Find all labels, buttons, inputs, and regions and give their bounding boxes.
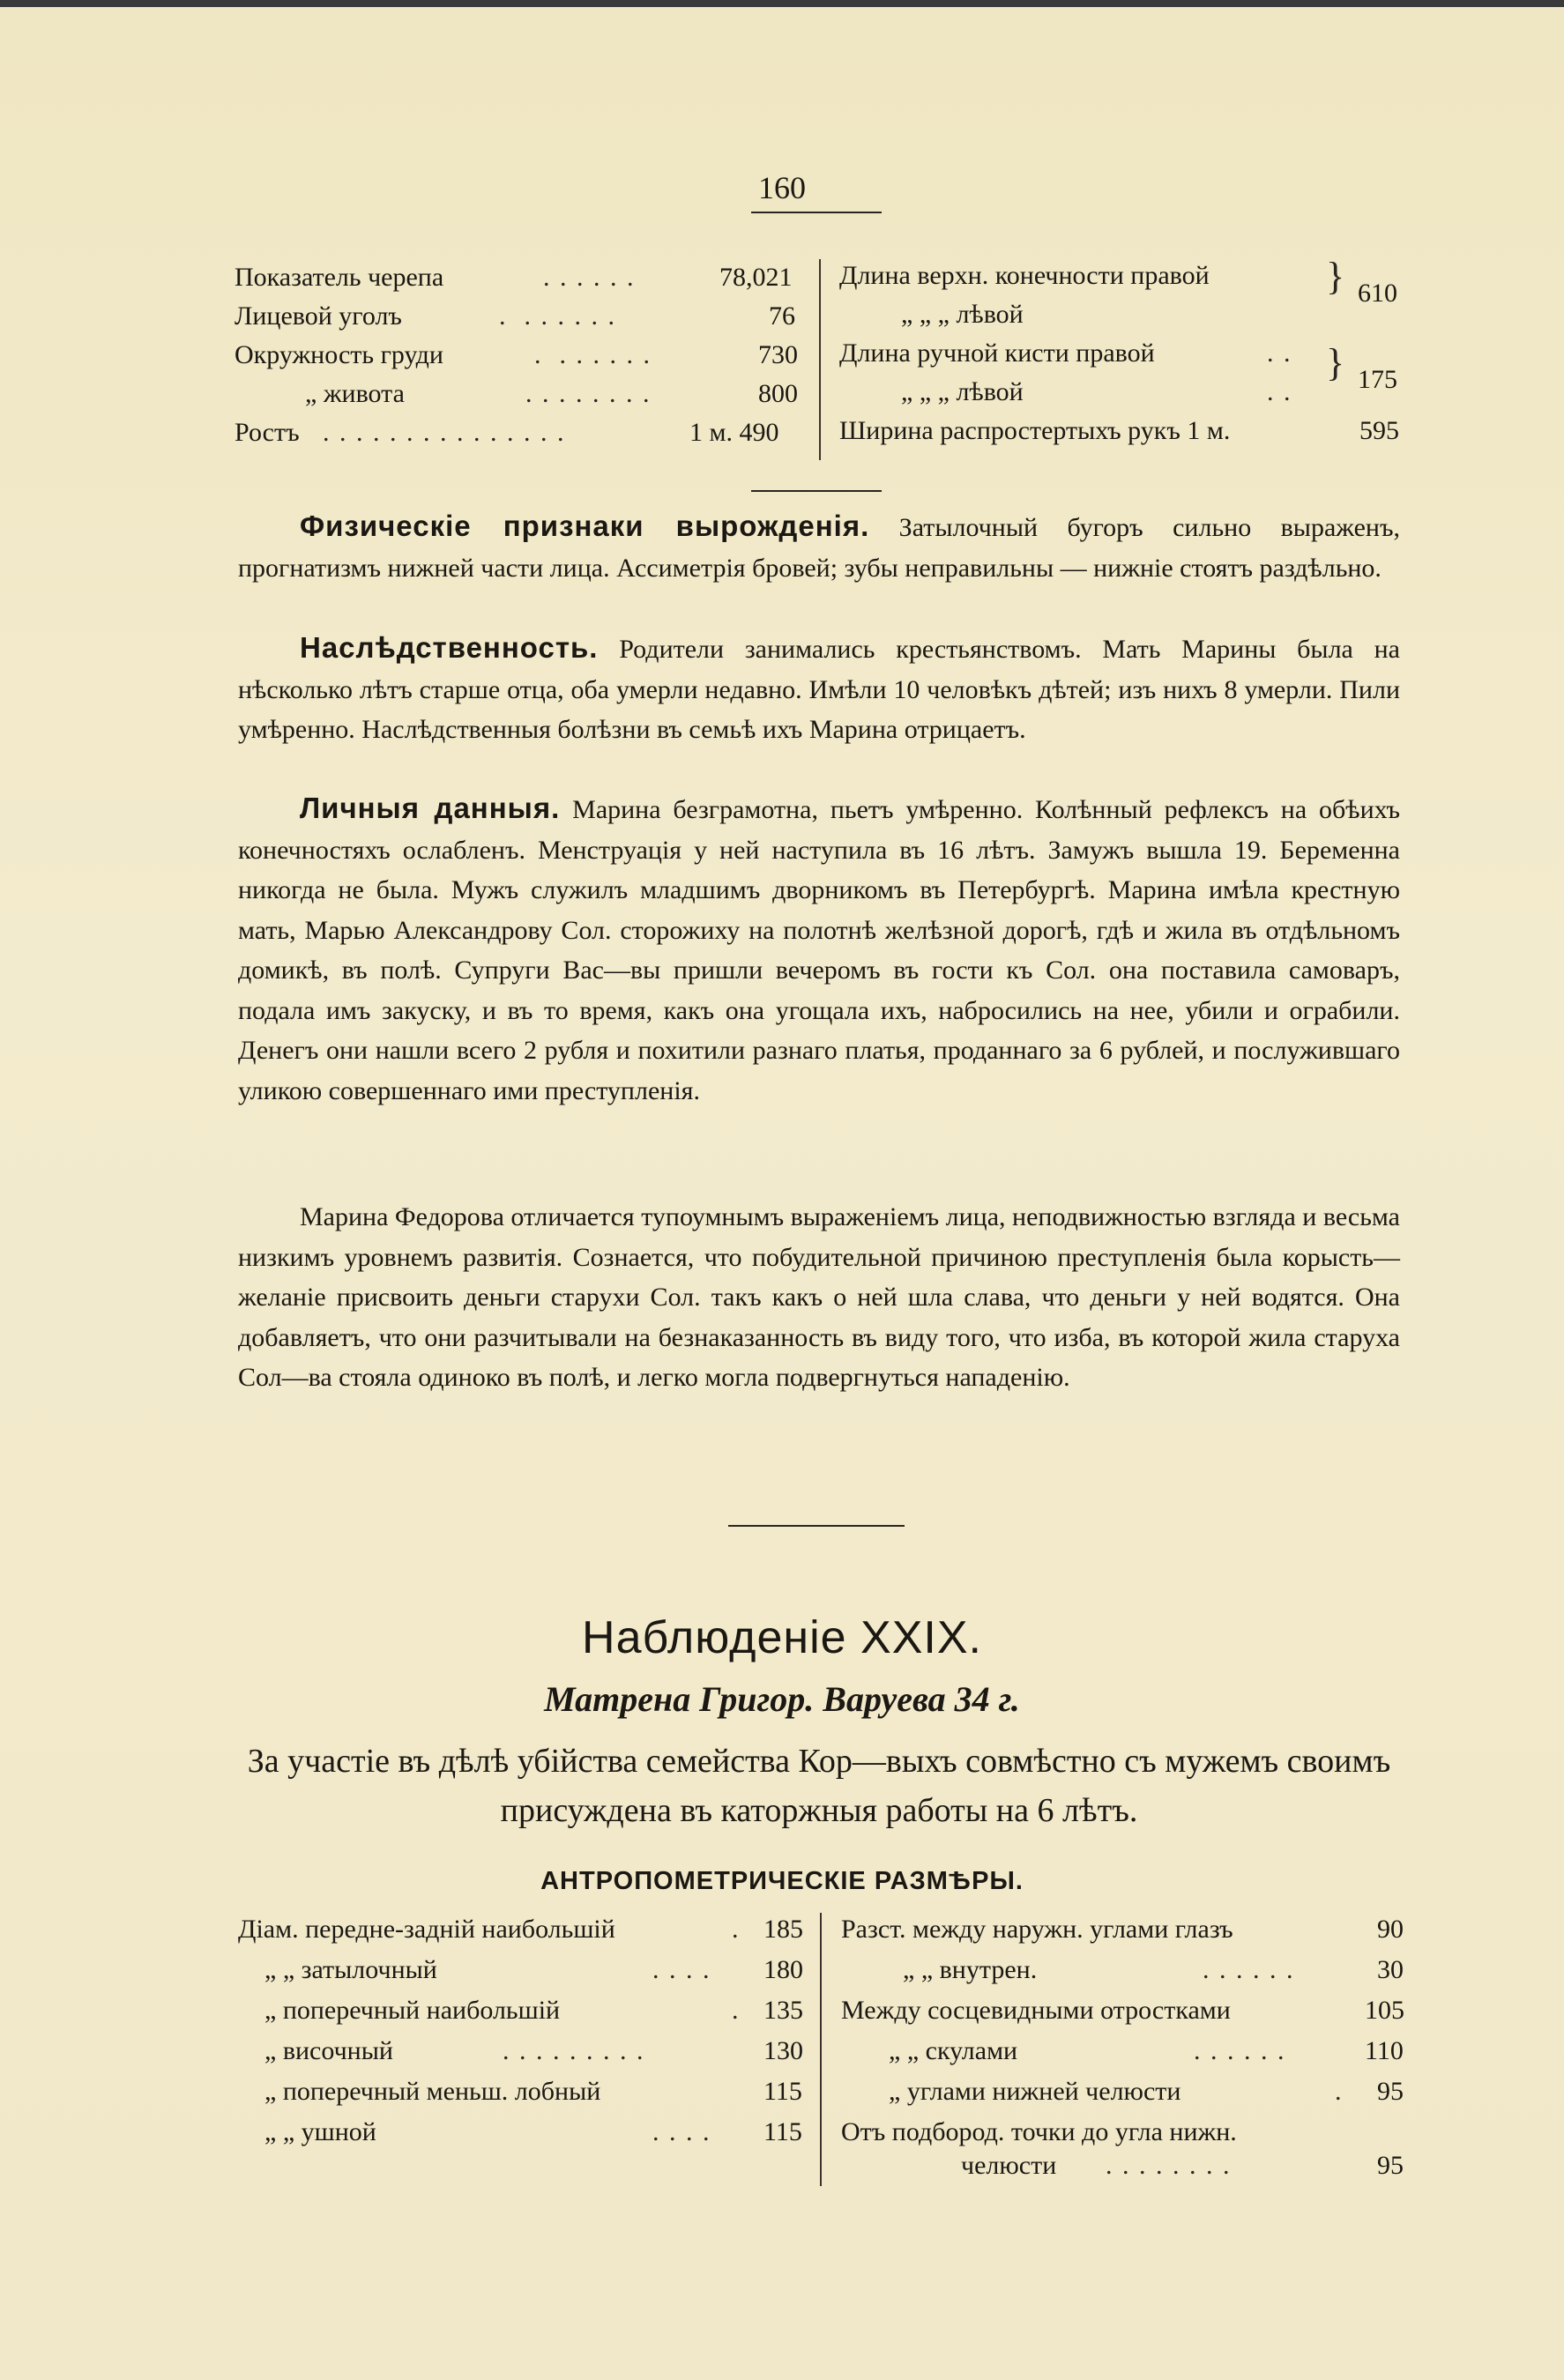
leader-dots: . . . . . . . . bbox=[1106, 2151, 1232, 2180]
measure-label: Отъ подбород. точки до угла нижн. bbox=[841, 2117, 1237, 2146]
column-divider bbox=[819, 259, 821, 460]
measure-value: 78,021 bbox=[719, 263, 793, 292]
measure-label: Показатель черепа bbox=[235, 263, 444, 292]
measure-label: Длина верхн. конечности правой bbox=[839, 261, 1210, 290]
measure-label: Діам. передне-задній наибольшій bbox=[238, 1915, 615, 1944]
measure-value: 180 bbox=[763, 1955, 803, 1984]
measure-value: 730 bbox=[758, 340, 798, 369]
leader-dots: . . bbox=[1267, 338, 1292, 368]
measure-label: „ поперечный наибольшій bbox=[264, 1996, 561, 2025]
measure-label: „ „ „ лѣвой bbox=[901, 300, 1024, 329]
measure-value: 95 bbox=[1377, 2077, 1404, 2106]
measure-value: 115 bbox=[763, 2077, 802, 2106]
measure-value: 30 bbox=[1377, 1955, 1404, 1984]
leader-dots: . . . . . . . . . bbox=[503, 2036, 645, 2065]
paragraph-personal-data bbox=[238, 788, 1400, 1111]
measure-label: Лицевой уголъ bbox=[235, 301, 402, 331]
leader-dots: . . . . bbox=[652, 1955, 711, 1984]
brace-value: 175 bbox=[1358, 365, 1397, 394]
paragraph-text: Марина Федорова отличается тупоумнымъ выраженіемъ лица, неподвижностью взгляда и весьма низкимъ уровнемъ развитія. Сознается, что побудительной причиною преступленія была корысть—желаніе присвоить деньги старухи Сол. такъ какъ о ней шла слава, что деньги у ней водятся. Она добавляетъ, что они разчитывали на безнаказанность въ виду того, что изба, въ которой жила старуха Сол—ва стояла одиноко въ полѣ, и легко могла подвергнуться нападенію. bbox=[238, 1202, 1400, 1392]
measure-label: „ „ скулами bbox=[889, 2036, 1018, 2065]
brace: } bbox=[1326, 255, 1345, 298]
leader-dots: . . . . . . bbox=[1203, 1955, 1295, 1984]
measure-value: 135 bbox=[763, 1996, 803, 2025]
paragraph-summary bbox=[238, 1197, 1400, 1398]
measure-label: „ поперечный меньш. лобный bbox=[264, 2077, 601, 2106]
observation-description: За участіе въ дѣлѣ убійства семейства Кор—выхъ совмѣстно съ мужемъ своимъ присуждена въ каторжныя работы на 6 лѣтъ. bbox=[247, 1743, 1391, 1829]
leader-dots: . . . . . . . . . . . . . . . bbox=[323, 418, 566, 447]
observation-title: Наблюденіе XXIX. bbox=[582, 1612, 982, 1663]
measure-label: „ углами нижней челюсти bbox=[889, 2077, 1181, 2106]
measure-label: „ „ внутрен. bbox=[903, 1955, 1038, 1984]
leader-dots: . . . . . . . . bbox=[525, 379, 652, 408]
measure-label: „ „ „ лѣвой bbox=[901, 377, 1024, 406]
measure-value: 185 bbox=[763, 1915, 803, 1944]
leader-dots: . . . . . . bbox=[543, 263, 636, 292]
measure-label: Окружность груди bbox=[235, 340, 443, 369]
measure-value: 595 bbox=[1359, 416, 1399, 445]
section-title: АНТРОПОМЕТРИЧЕСКІЕ РАЗМѢРЫ. bbox=[540, 1867, 1024, 1895]
leader-dots: . . . . bbox=[652, 2117, 711, 2146]
observation-subtitle: Матрена Григор. Варуева 34 г. bbox=[544, 1679, 1020, 1719]
section-rule bbox=[751, 490, 882, 492]
page-number-rule bbox=[751, 212, 882, 213]
leader-dots: . bbox=[732, 1996, 741, 2025]
paragraph-text: Родители занимались крестьянствомъ. Мать Марины была на нѣсколько лѣтъ старше отца, оба умерли недавно. Имѣли 10 человѣкъ дѣтей; изъ нихъ 8 умерли. Пили умѣренно. Наслѣдственныя болѣзни въ семьѣ ихъ Марина отрицаетъ. bbox=[238, 635, 1400, 744]
paragraph-physical-signs bbox=[238, 506, 1400, 588]
measure-value: 800 bbox=[758, 379, 798, 408]
measure-label: Длина ручной кисти правой bbox=[839, 338, 1155, 368]
measure-label: Ширина распростертыхъ рукъ 1 м. bbox=[839, 416, 1231, 445]
leader-dots: . bbox=[732, 1915, 741, 1944]
column-divider bbox=[820, 1913, 822, 2186]
measure-value: 130 bbox=[763, 2036, 803, 2065]
page-number: 160 bbox=[758, 170, 806, 205]
measure-label: Между сосцевидными отростками bbox=[841, 1996, 1231, 2025]
paragraph-heading: Физическіе признаки вырожденія. bbox=[300, 509, 870, 542]
measure-label: „ „ затылочный bbox=[264, 1955, 437, 1984]
measure-value: 105 bbox=[1365, 1996, 1404, 2025]
brace: } bbox=[1326, 341, 1345, 384]
leader-dots: . . . . . . . bbox=[499, 301, 616, 331]
measure-value: 90 bbox=[1377, 1915, 1404, 1944]
measure-value: 95 bbox=[1377, 2151, 1404, 2180]
paragraph-text: Марина безграмотна, пьетъ умѣренно. Колѣнный рефлексъ на обѣихъ конечностяхъ ослабленъ. Менструація у ней наступила въ 16 лѣтъ. Замужъ вышла 19. Беременна никогда не была. Мужъ служилъ младшимъ дворникомъ въ Петербургѣ. Марина имѣла крестную мать, Марью Александрову Сол. сторожиху на полотнѣ желѣзной дорогѣ, гдѣ и жила въ отдѣльномъ домикѣ, въ полѣ. Супруги Вас—вы пришли вечеромъ въ гости къ Сол. она поставила самоваръ, подала имъ закуску, и въ то время, какъ она угощала ихъ, набросились на нее, убили и ограбили. Денегъ они нашли всего 2 рубля и похитили разнаго платья, проданнаго за 6 рублей, и послужившаго уликою совершеннаго ими преступленія. bbox=[238, 795, 1400, 1105]
measure-label: Ростъ bbox=[235, 418, 300, 447]
paragraph-heredity bbox=[238, 628, 1400, 750]
brace-value: 610 bbox=[1358, 279, 1397, 308]
paragraph-heading: Наслѣдственность. bbox=[300, 631, 599, 664]
leader-dots: . . . . . . bbox=[1194, 2036, 1286, 2065]
measure-label: „ „ ушной bbox=[264, 2117, 376, 2146]
measure-value: 115 bbox=[763, 2117, 802, 2146]
section-separator bbox=[728, 1525, 905, 1527]
measure-label: „ височный bbox=[264, 2036, 393, 2065]
measure-value: 110 bbox=[1365, 2036, 1404, 2065]
measure-label: челюсти bbox=[961, 2151, 1057, 2180]
leader-dots: . bbox=[1335, 2077, 1344, 2106]
measure-value: 76 bbox=[769, 301, 795, 331]
measure-value: 1 м. 490 bbox=[689, 418, 779, 447]
scan-top-edge bbox=[0, 0, 1564, 7]
leader-dots: . . . . . . . bbox=[534, 340, 652, 369]
paragraph-heading: Личныя данныя. bbox=[300, 792, 561, 824]
leader-dots: . . bbox=[1267, 377, 1292, 406]
measure-label: „ живота bbox=[305, 379, 405, 408]
paragraph-text: Затылочный бугоръ сильно выраженъ, прогнатизмъ нижней части лица. Ассиметрія бровей; зубы неправильны — нижніе стоятъ раздѣльно. bbox=[238, 513, 1400, 583]
measure-label: Разст. между наружн. углами глазъ bbox=[841, 1915, 1233, 1944]
